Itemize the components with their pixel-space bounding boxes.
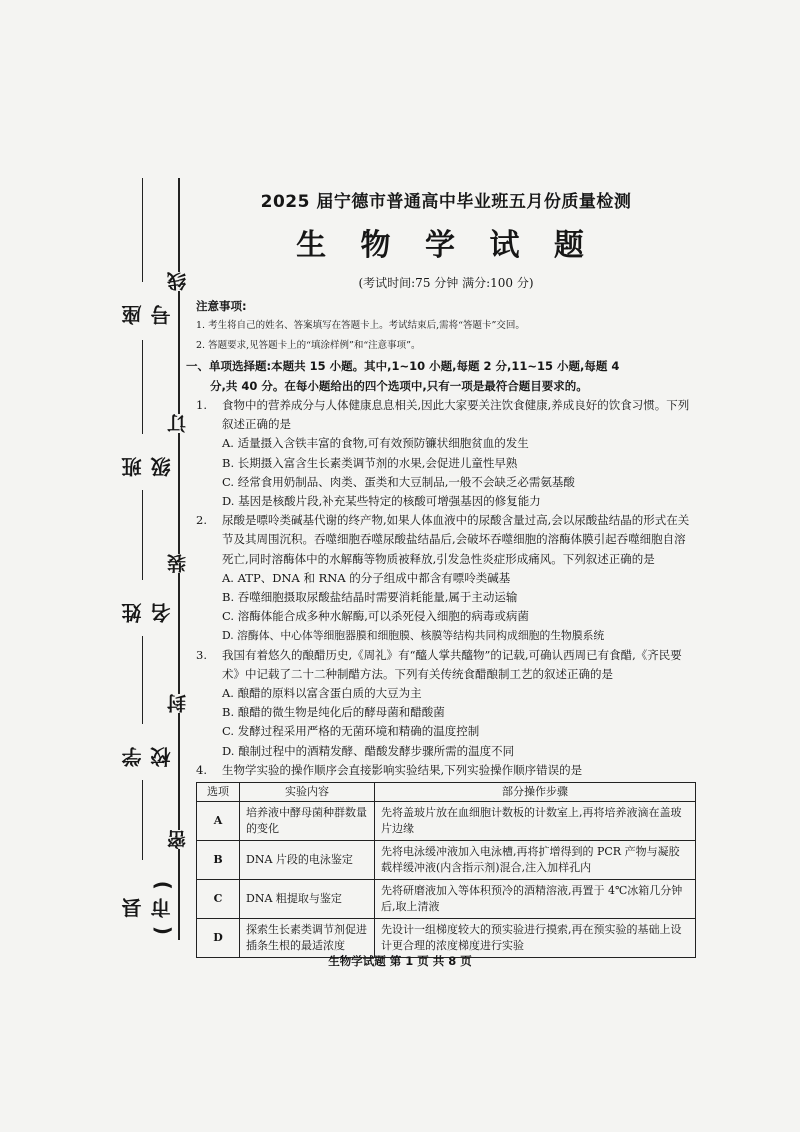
table-cell-content: 培养液中酵母菌种群数量的变化 bbox=[240, 802, 375, 841]
table-cell-option: D bbox=[197, 919, 240, 958]
table-cell-option: B bbox=[197, 841, 240, 880]
field-class-blank bbox=[142, 340, 143, 434]
question-2 bbox=[196, 511, 696, 569]
question-number: 2. bbox=[196, 513, 207, 528]
table-row bbox=[197, 802, 696, 841]
field-name-label: 姓名 bbox=[121, 595, 174, 623]
table-header: 部分操作步骤 bbox=[375, 783, 696, 802]
binding-mark-mi: 密 bbox=[164, 830, 190, 849]
option-a: A. ATP、DNA 和 RNA 的分子组成中都含有嘌呤类碱基 bbox=[222, 570, 511, 585]
option-a: A. 适量摄入含铁丰富的食物,可有效预防镰状细胞贫血的发生 bbox=[222, 436, 529, 451]
table-cell-content: DNA 粗提取与鉴定 bbox=[240, 880, 375, 919]
table-cell-steps: 先设计一组梯度较大的预实验进行摸索,再在预实验的基础上设计更合理的浓度梯度进行实验 bbox=[375, 919, 696, 958]
question-stem: 我国有着悠久的酿醋历史,《周礼》有“醯人掌共醯物”的记载,可确认西周已有食醋,《齐民要术》中记载了二十二种制醋方法。下列有关传统食醋酿制工艺的叙述正确的是 bbox=[222, 647, 682, 681]
page-footer: 生物学试题 第 1 页 共 8 页 bbox=[328, 954, 472, 968]
table-header: 选项 bbox=[197, 783, 240, 802]
field-seat-blank bbox=[142, 178, 143, 282]
notice-item: 2. 答题要求,见答题卡上的“填涂样例”和“注意事项”。 bbox=[196, 340, 421, 351]
question-number: 1. bbox=[196, 398, 207, 412]
table-cell-steps: 先将盖玻片放在血细胞计数板的计数室上,再将培养液滴在盖玻片边缘 bbox=[375, 802, 696, 841]
question-stem: 生物学实验的操作顺序会直接影响实验结果,下列实验操作顺序错误的是 bbox=[222, 762, 583, 777]
field-seat-label: 座号 bbox=[121, 297, 174, 325]
subject-title: 生 物 学 试 题 bbox=[296, 228, 596, 263]
table-cell-option: C bbox=[197, 880, 240, 919]
binding-mark-ding: 订 bbox=[164, 414, 190, 433]
table-cell-steps: 先将研磨液加入等体积预冷的酒精溶液,再置于 4℃冰箱几分钟后,取上清液 bbox=[375, 880, 696, 919]
field-class-label: 班级 bbox=[121, 449, 174, 477]
notice-item: 1. 考生将自己的姓名、答案填写在答题卡上。考试结束后,需将“答题卡”交回。 bbox=[196, 320, 525, 331]
table-row bbox=[197, 841, 696, 880]
question-1 bbox=[196, 396, 696, 434]
table-cell-steps: 先将电泳缓冲液加入电泳槽,再将扩增得到的 PCR 产物与凝胶载样缓冲液(内含指示剂)混合,注入加样孔内 bbox=[375, 841, 696, 880]
option-b: B. 吞噬细胞摄取尿酸盐结晶时需要消耗能量,属于主动运输 bbox=[222, 590, 518, 605]
section-heading bbox=[186, 356, 696, 396]
option-c: C. 发酵过程采用严格的无菌环境和精确的温度控制 bbox=[222, 724, 480, 739]
exam-content bbox=[186, 188, 696, 958]
option-c: C. 经常食用奶制品、肉类、蛋类和大豆制品,一般不会缺乏必需氨基酸 bbox=[222, 474, 575, 489]
field-county-label: 县(市) bbox=[121, 872, 174, 936]
exam-title: 2025 届宁德市普通高中毕业班五月份质量检测 bbox=[260, 192, 632, 212]
question-3 bbox=[196, 646, 696, 684]
binding-mark-xian: 线 bbox=[164, 272, 190, 291]
field-name-blank bbox=[142, 490, 143, 580]
field-county-blank bbox=[142, 780, 143, 860]
table-row bbox=[197, 880, 696, 919]
option-d: D. 基因是核酸片段,补充某些特定的核酸可增强基因的修复能力 bbox=[222, 494, 541, 509]
binding-mark-zhuang: 装 bbox=[164, 554, 190, 573]
table-row bbox=[197, 919, 696, 958]
table-header: 实验内容 bbox=[240, 783, 375, 802]
question-number: 4. bbox=[196, 762, 207, 777]
option-b: B. 长期摄入富含生长素类调节剂的水果,会促进儿童性早熟 bbox=[222, 455, 518, 470]
time-info: (考试时间:75 分钟 满分:100 分) bbox=[358, 276, 534, 290]
question-stem: 尿酸是嘌呤类碱基代谢的终产物,如果人体血液中的尿酸含量过高,会以尿酸盐结晶的形式在关节及其周围沉积。吞噬细胞吞噬尿酸盐结晶后,会破坏吞噬细胞的溶酶体膜引起吞噬细胞自溶死亡,同时溶酶体中的水解酶等物质被释放,引发急性炎症形成痛风。下列叙述正确的是 bbox=[222, 513, 690, 566]
option-d: D. 溶酶体、中心体等细胞器膜和细胞膜、核膜等结构共同构成细胞的生物膜系统 bbox=[222, 629, 605, 643]
option-c: C. 溶酶体能合成多种水解酶,可以杀死侵入细胞的病毒或病菌 bbox=[222, 609, 529, 624]
table-cell-content: DNA 片段的电泳鉴定 bbox=[240, 841, 375, 880]
experiment-table bbox=[196, 782, 696, 958]
section-heading-line1: 一、单项选择题:本题共 15 小题。其中,1~10 小题,每题 2 分,11~15 小题,每题 4 bbox=[186, 359, 620, 373]
field-school-blank bbox=[142, 636, 143, 724]
section-heading-line2: 分,共 40 分。在每小题给出的四个选项中,只有一项是最符合题目要求的。 bbox=[210, 379, 588, 393]
question-number: 3. bbox=[196, 647, 207, 662]
notice-title: 注意事项: bbox=[196, 299, 247, 313]
field-school-label: 学校 bbox=[121, 739, 174, 767]
table-cell-option: A bbox=[197, 802, 240, 841]
option-b: B. 酿醋的微生物是纯化后的酵母菌和醋酸菌 bbox=[222, 705, 445, 720]
question-4 bbox=[196, 761, 696, 780]
option-d: D. 酿制过程中的酒精发酵、醋酸发酵步骤所需的温度不同 bbox=[222, 743, 515, 758]
table-header-row bbox=[197, 783, 696, 802]
option-a: A. 酿醋的原料以富含蛋白质的大豆为主 bbox=[222, 686, 422, 701]
table-cell-content: 探索生长素类调节剂促进插条生根的最适浓度 bbox=[240, 919, 375, 958]
binding-mark-feng: 封 bbox=[164, 694, 190, 713]
question-stem: 食物中的营养成分与人体健康息息相关,因此大家要关注饮食健康,养成良好的饮食习惯。下列叙述正确的是 bbox=[222, 398, 690, 432]
